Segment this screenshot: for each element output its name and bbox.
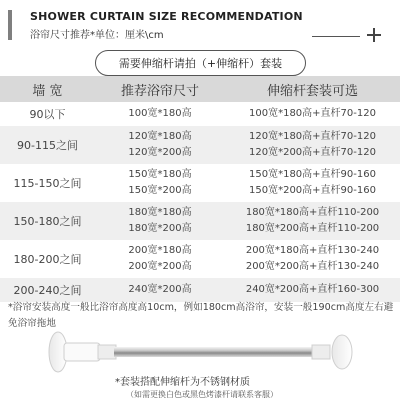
- rod-set: 200宽*180高+直杆130-240: [245, 245, 380, 256]
- rod-set: 200宽*200高+直杆130-240: [245, 261, 380, 272]
- table-row: [0, 240, 400, 278]
- rod-sets: [225, 278, 400, 302]
- curtain-size: 200宽*180高: [128, 245, 192, 256]
- table-row: [0, 202, 400, 240]
- rod-set: 180宽*200高+直杆110-200: [245, 223, 380, 234]
- header-curtain-size: 推荐浴帘尺寸: [120, 83, 199, 99]
- tension-rod-illustration: [48, 330, 358, 374]
- table-row: [0, 278, 400, 302]
- title-english: SHOWER CURTAIN SIZE RECOMMENDATION: [30, 10, 303, 23]
- rod-sets: [225, 202, 400, 240]
- header-wall-width: 墙 宽: [32, 83, 63, 99]
- header-rod-set: 伸缩杆套装可选: [266, 83, 358, 99]
- rod-sets: [225, 126, 400, 164]
- wall-width: 200-240之间: [13, 284, 82, 297]
- rod-set-note-pill: 需要伸缩杆请拍（+伸缩杆）套装: [95, 50, 306, 76]
- wall-width: 90以下: [29, 108, 66, 121]
- install-height-note: *浴帘安装高度一般比浴帘高度高10cm，例如180cm高浴帘，安装一般190cm高度左右避免浴帘拖地: [8, 302, 394, 329]
- title-chinese: 浴帘尺寸推荐*单位：厘米\cm: [30, 30, 164, 41]
- table-header: [0, 76, 400, 102]
- decorative-line: [312, 36, 360, 37]
- rod-sets: [225, 102, 400, 126]
- rod-set: 120宽*180高+直杆70-120: [249, 131, 376, 142]
- header-accent-bar: [8, 10, 12, 40]
- wall-width: 150-180之间: [13, 215, 82, 228]
- curtain-size: 180宽*180高: [128, 207, 192, 218]
- curtain-size: 180宽*200高: [128, 223, 192, 234]
- rod-set: 100宽*180高+直杆70-120: [249, 108, 376, 119]
- wall-width: 115-150之间: [13, 177, 82, 190]
- rod-set: 120宽*200高+直杆70-120: [249, 147, 376, 158]
- curtain-sizes: [95, 240, 225, 278]
- rod-set: 180宽*180高+直杆110-200: [245, 207, 380, 218]
- material-note: *套装搭配伸缩杆为不锈钢材质: [115, 377, 250, 388]
- table-row: [0, 102, 400, 126]
- curtain-sizes: [95, 126, 225, 164]
- wall-width: 90-115之间: [17, 139, 78, 152]
- size-table: [0, 76, 400, 302]
- curtain-sizes: [95, 164, 225, 202]
- rod-set: 150宽*180高+直杆90-160: [249, 169, 376, 180]
- curtain-size: 240宽*200高: [128, 284, 192, 295]
- curtain-size: 100宽*180高: [128, 108, 192, 119]
- rod-sets: [225, 240, 400, 278]
- color-option-note: （如需更换白色或黑色烤漆杆请联系客服）: [126, 390, 278, 399]
- curtain-size: 200宽*200高: [128, 261, 192, 272]
- table-row: [0, 164, 400, 202]
- curtain-size: 120宽*200高: [128, 147, 192, 158]
- curtain-sizes: [95, 202, 225, 240]
- curtain-size: 150宽*180高: [128, 169, 192, 180]
- curtain-sizes: [95, 102, 225, 126]
- wall-width: 180-200之间: [13, 253, 82, 266]
- curtain-sizes: [95, 278, 225, 302]
- table-row: [0, 126, 400, 164]
- rod-set: 240宽*200高+直杆160-300: [245, 284, 380, 295]
- rod-sets: [225, 164, 400, 202]
- curtain-size: 150宽*200高: [128, 185, 192, 196]
- rod-set: 150宽*200高+直杆90-160: [249, 185, 376, 196]
- curtain-size: 120宽*180高: [128, 131, 192, 142]
- plus-icon: [366, 27, 382, 43]
